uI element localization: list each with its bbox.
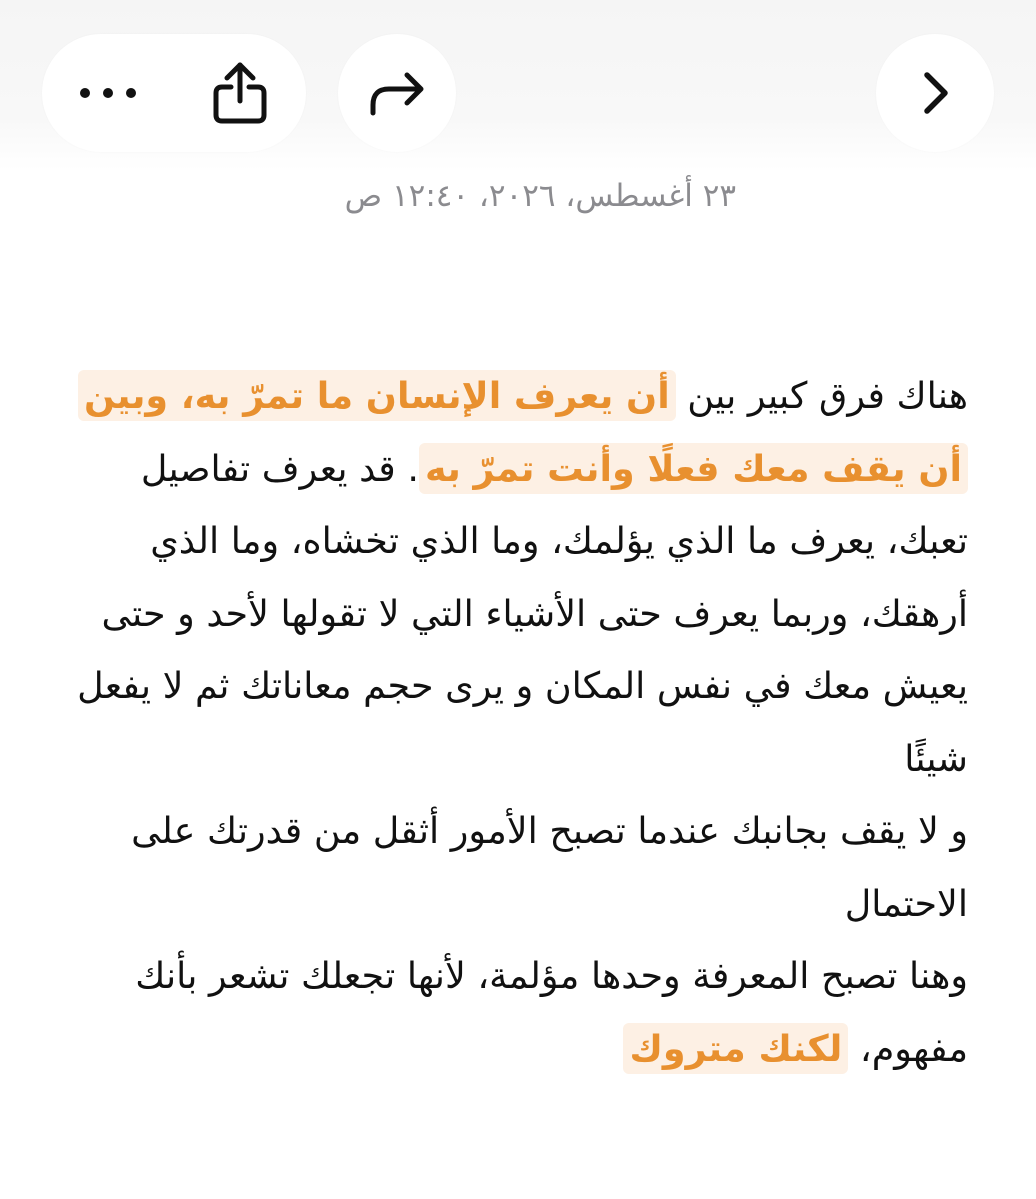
note-paragraph-3 xyxy=(62,940,968,1085)
share-icon xyxy=(212,61,268,125)
more-button[interactable] xyxy=(42,34,174,152)
share-button[interactable] xyxy=(174,34,306,152)
redo-button[interactable] xyxy=(338,34,456,152)
note-paragraph-2: و لا يقف بجانبك عندما تصبح الأمور أثقل من قدرتك على الاحتمال xyxy=(131,809,968,925)
note-body[interactable] xyxy=(62,360,968,1085)
note-paragraph-1 xyxy=(62,360,968,795)
forward-button[interactable] xyxy=(876,34,994,152)
highlighted-text: أن يعرف الإنسان ما تمرّ به، وبين أن يقف معك فعلًا وأنت تمرّ به xyxy=(78,370,968,494)
redo-arrow-icon xyxy=(367,69,427,117)
note-text: وهنا تصبح المعرفة وحدها مؤلمة، لأنها تجعلك تشعر بأنك مفهوم، xyxy=(135,954,968,1070)
highlighted-text: لكنك متروك xyxy=(623,1023,848,1074)
chevron-right-icon xyxy=(919,69,951,117)
note-text: هناك فرق كبير بين xyxy=(675,374,968,417)
note-text: . قد يعرف تفاصيل تعبك، يعرف ما الذي يؤلمك، وما الذي تخشاه، وما الذي أرهقك، وربما يعرف حتى الأشياء التي لا تقولها لأحد و حتى يعيش معك في نفس المكان و يرى حجم معاناتك ثم لا يفعل شيئًا xyxy=(77,446,968,780)
note-date: ٢٣ أغسطس، ٢٠٢٦، ١٢:٤٠ ص xyxy=(344,178,736,214)
toolbar-actions-group xyxy=(42,34,306,152)
more-horizontal-icon xyxy=(78,86,138,100)
